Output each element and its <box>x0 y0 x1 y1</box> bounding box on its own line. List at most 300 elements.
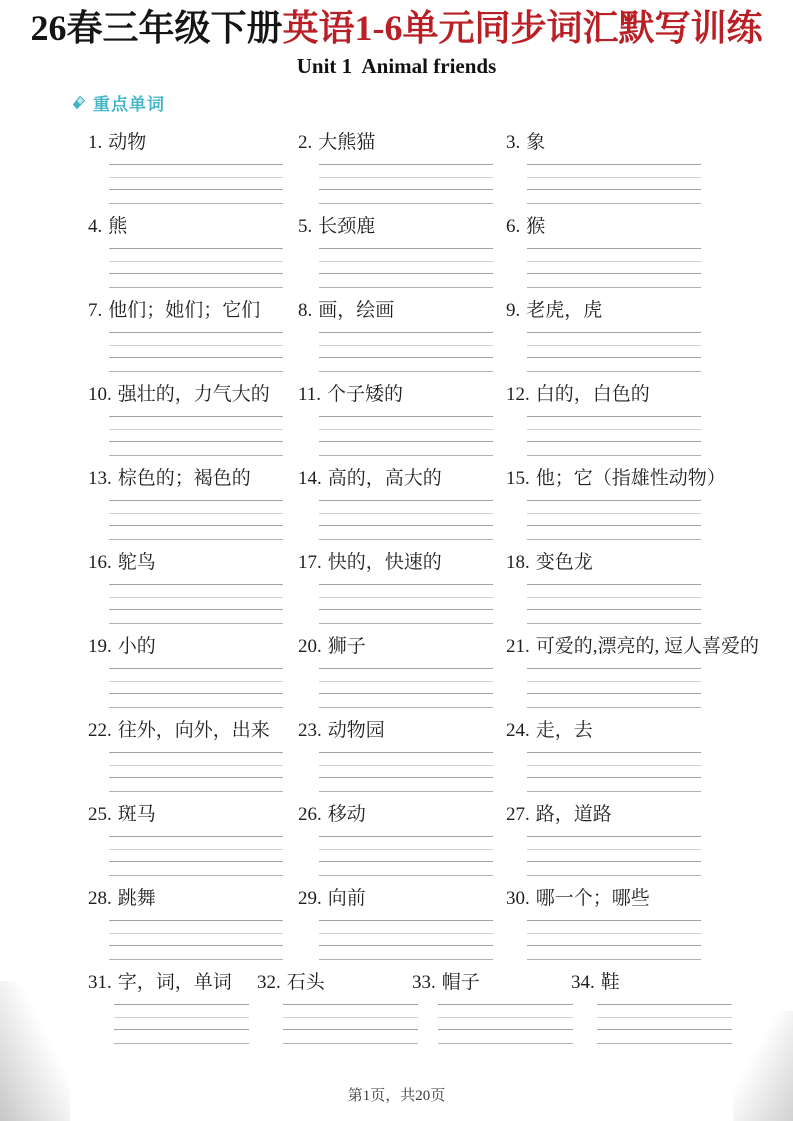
writing-line <box>527 945 701 946</box>
word-item <box>506 467 793 551</box>
word-label <box>506 383 793 406</box>
writing-line <box>319 273 493 274</box>
writing-line <box>527 959 701 960</box>
writing-lines <box>527 920 701 960</box>
writing-line <box>319 203 493 204</box>
word-chinese: 哪一个；哪些 <box>535 888 650 909</box>
word-number: 2. <box>298 132 313 153</box>
writing-lines <box>109 752 283 792</box>
word-chinese: 他们；她们；它们 <box>108 300 261 321</box>
word-number: 16. <box>88 552 112 573</box>
writing-lines <box>319 164 493 204</box>
writing-line <box>527 203 701 204</box>
word-number: 24. <box>506 720 530 741</box>
word-item <box>412 971 571 1044</box>
word-number: 23. <box>298 720 322 741</box>
writing-line <box>109 875 283 876</box>
word-chinese: 个子矮的 <box>327 384 404 405</box>
writing-line <box>527 681 701 682</box>
writing-line <box>527 597 701 598</box>
writing-line <box>109 332 283 333</box>
writing-line <box>527 693 701 694</box>
writing-line <box>527 273 701 274</box>
writing-lines <box>109 332 283 372</box>
word-item <box>506 635 793 719</box>
writing-line <box>597 1029 732 1030</box>
word-label <box>298 299 506 322</box>
writing-line <box>319 791 493 792</box>
writing-lines <box>597 1004 732 1044</box>
word-number: 22. <box>88 720 112 741</box>
writing-line <box>527 164 701 165</box>
writing-line <box>438 1029 573 1030</box>
writing-line <box>109 500 283 501</box>
writing-line <box>319 765 493 766</box>
word-label <box>412 971 571 994</box>
writing-line <box>319 707 493 708</box>
writing-lines <box>527 584 701 624</box>
word-item <box>506 383 793 467</box>
writing-line <box>319 609 493 610</box>
word-number: 29. <box>298 888 322 909</box>
word-chinese: 他；它（指雄性动物） <box>535 468 726 489</box>
writing-lines <box>319 668 493 708</box>
writing-lines <box>319 920 493 960</box>
writing-lines <box>109 584 283 624</box>
writing-line <box>114 1043 249 1044</box>
writing-lines <box>527 668 701 708</box>
writing-lines <box>319 332 493 372</box>
word-label <box>88 971 257 994</box>
writing-line <box>109 959 283 960</box>
writing-line <box>319 597 493 598</box>
word-chinese: 鞋 <box>600 972 620 993</box>
word-item <box>88 887 298 971</box>
writing-line <box>109 248 283 249</box>
writing-lines <box>527 752 701 792</box>
word-chinese: 字，词，单词 <box>117 972 232 993</box>
word-number: 28. <box>88 888 112 909</box>
writing-line <box>527 357 701 358</box>
writing-line <box>109 261 283 262</box>
word-chinese: 熊 <box>108 216 128 237</box>
writing-line <box>283 1017 418 1018</box>
word-number: 14. <box>298 468 322 489</box>
writing-line <box>109 668 283 669</box>
word-label <box>88 131 298 154</box>
writing-line <box>527 791 701 792</box>
word-number: 34. <box>571 972 595 993</box>
word-number: 6. <box>506 216 521 237</box>
word-number: 26. <box>298 804 322 825</box>
writing-line <box>319 164 493 165</box>
word-item <box>506 551 793 635</box>
writing-line <box>527 261 701 262</box>
word-label <box>88 635 298 658</box>
writing-line <box>597 1043 732 1044</box>
word-item <box>88 131 298 215</box>
writing-line <box>319 345 493 346</box>
word-item <box>298 887 506 971</box>
writing-line <box>109 441 283 442</box>
word-item <box>88 551 298 635</box>
word-chinese: 跳舞 <box>117 888 156 909</box>
word-chinese: 变色龙 <box>535 552 593 573</box>
writing-line <box>319 920 493 921</box>
writing-lines <box>109 668 283 708</box>
word-number: 27. <box>506 804 530 825</box>
word-item <box>298 551 506 635</box>
word-number: 9. <box>506 300 521 321</box>
writing-line <box>527 752 701 753</box>
word-row-last <box>88 971 793 1044</box>
writing-lines <box>527 836 701 876</box>
writing-line <box>109 765 283 766</box>
title-edition: 26春三年级下册 <box>30 8 283 48</box>
word-label <box>298 467 506 490</box>
writing-line <box>283 1004 418 1005</box>
writing-line <box>527 345 701 346</box>
word-chinese: 象 <box>526 132 546 153</box>
writing-line <box>319 752 493 753</box>
writing-line <box>109 287 283 288</box>
writing-line <box>109 849 283 850</box>
writing-line <box>527 539 701 540</box>
writing-line <box>109 416 283 417</box>
writing-lines <box>109 164 283 204</box>
word-chinese: 大熊猫 <box>318 132 376 153</box>
word-item <box>506 299 793 383</box>
word-chinese: 强壮的，力气大的 <box>117 384 270 405</box>
writing-line <box>109 371 283 372</box>
writing-line <box>527 875 701 876</box>
word-number: 21. <box>506 636 530 657</box>
writing-lines <box>527 500 701 540</box>
word-label <box>506 719 793 742</box>
writing-line <box>109 177 283 178</box>
writing-lines <box>319 584 493 624</box>
writing-line <box>319 177 493 178</box>
word-chinese: 老虎，虎 <box>526 300 603 321</box>
writing-line <box>319 189 493 190</box>
writing-line <box>109 777 283 778</box>
word-item <box>88 215 298 299</box>
word-chinese: 高的，高大的 <box>327 468 442 489</box>
writing-line <box>109 836 283 837</box>
word-label <box>88 467 298 490</box>
word-chinese: 往外，向外，出来 <box>117 720 270 741</box>
word-item <box>88 719 298 803</box>
writing-line <box>527 525 701 526</box>
writing-line <box>109 584 283 585</box>
word-number: 5. <box>298 216 313 237</box>
writing-line <box>114 1017 249 1018</box>
writing-line <box>319 875 493 876</box>
word-chinese: 向前 <box>327 888 366 909</box>
word-item <box>506 887 793 971</box>
word-label <box>298 215 506 238</box>
writing-line <box>527 332 701 333</box>
writing-line <box>109 513 283 514</box>
writing-line <box>319 861 493 862</box>
writing-line <box>109 189 283 190</box>
writing-line <box>527 177 701 178</box>
writing-line <box>319 681 493 682</box>
writing-line <box>597 1004 732 1005</box>
word-label <box>506 299 793 322</box>
writing-line <box>527 777 701 778</box>
writing-line <box>527 933 701 934</box>
writing-line <box>114 1029 249 1030</box>
writing-line <box>109 357 283 358</box>
writing-line <box>527 707 701 708</box>
writing-line <box>527 371 701 372</box>
writing-line <box>527 836 701 837</box>
word-item <box>506 719 793 803</box>
writing-line <box>109 791 283 792</box>
writing-line <box>597 1017 732 1018</box>
section-label: 重点单词 <box>93 95 165 114</box>
word-label <box>257 971 412 994</box>
word-label <box>88 215 298 238</box>
writing-lines <box>319 752 493 792</box>
writing-line <box>527 584 701 585</box>
word-item <box>298 719 506 803</box>
word-number: 4. <box>88 216 103 237</box>
word-label <box>506 131 793 154</box>
unit-subtitle: Unit 1 Animal friends <box>296 54 497 78</box>
word-chinese: 路，道路 <box>535 804 612 825</box>
word-item <box>298 383 506 467</box>
writing-line <box>319 836 493 837</box>
word-chinese: 长颈鹿 <box>318 216 376 237</box>
word-chinese: 走，去 <box>535 720 593 741</box>
writing-line <box>527 920 701 921</box>
word-number: 3. <box>506 132 521 153</box>
word-item <box>298 803 506 887</box>
writing-line <box>109 623 283 624</box>
writing-lines <box>109 416 283 456</box>
writing-line <box>319 693 493 694</box>
word-label <box>298 887 506 910</box>
word-label <box>298 719 506 742</box>
word-number: 19. <box>88 636 112 657</box>
writing-lines <box>109 920 283 960</box>
word-number: 8. <box>298 300 313 321</box>
section-header <box>70 90 165 115</box>
writing-line <box>109 164 283 165</box>
word-chinese: 帽子 <box>441 972 480 993</box>
word-chinese: 石头 <box>286 972 325 993</box>
word-item <box>88 971 257 1044</box>
word-item <box>88 299 298 383</box>
writing-line <box>527 765 701 766</box>
page-footer: 第1页，共20页 <box>347 1088 446 1104</box>
writing-line <box>109 920 283 921</box>
writing-lines <box>319 500 493 540</box>
writing-line <box>109 681 283 682</box>
writing-line <box>527 429 701 430</box>
word-label <box>88 551 298 574</box>
writing-lines <box>319 836 493 876</box>
writing-line <box>319 513 493 514</box>
word-label <box>298 383 506 406</box>
word-chinese: 白的，白色的 <box>535 384 650 405</box>
writing-line <box>319 248 493 249</box>
writing-line <box>527 668 701 669</box>
writing-lines <box>319 248 493 288</box>
word-item <box>298 467 506 551</box>
writing-line <box>319 668 493 669</box>
writing-line <box>109 273 283 274</box>
writing-line <box>109 707 283 708</box>
writing-lines <box>109 248 283 288</box>
writing-line <box>527 861 701 862</box>
writing-line <box>319 261 493 262</box>
word-item <box>257 971 412 1044</box>
word-item <box>88 383 298 467</box>
writing-line <box>319 584 493 585</box>
word-label <box>506 467 793 490</box>
writing-lines <box>114 1004 249 1044</box>
word-label <box>88 383 298 406</box>
word-number: 25. <box>88 804 112 825</box>
writing-line <box>319 429 493 430</box>
writing-lines <box>319 416 493 456</box>
word-label <box>88 719 298 742</box>
word-chinese: 小的 <box>117 636 156 657</box>
word-chinese: 画，绘画 <box>318 300 395 321</box>
word-item <box>298 215 506 299</box>
word-number: 10. <box>88 384 112 405</box>
word-item <box>88 803 298 887</box>
word-chinese: 棕色的；褐色的 <box>117 468 251 489</box>
word-label <box>506 215 793 238</box>
word-number: 32. <box>257 972 281 993</box>
writing-line <box>527 455 701 456</box>
writing-line <box>527 849 701 850</box>
word-chinese: 鸵鸟 <box>117 552 156 573</box>
writing-lines <box>438 1004 573 1044</box>
writing-line <box>527 513 701 514</box>
writing-line <box>109 429 283 430</box>
writing-line <box>109 345 283 346</box>
writing-line <box>283 1029 418 1030</box>
writing-line <box>319 959 493 960</box>
word-label <box>506 635 793 658</box>
writing-line <box>109 525 283 526</box>
word-number: 30. <box>506 888 530 909</box>
writing-line <box>319 777 493 778</box>
writing-line <box>527 287 701 288</box>
word-label <box>88 803 298 826</box>
word-number: 17. <box>298 552 322 573</box>
word-chinese: 斑马 <box>117 804 156 825</box>
writing-line <box>527 623 701 624</box>
writing-line <box>319 455 493 456</box>
writing-line <box>438 1004 573 1005</box>
writing-line <box>109 609 283 610</box>
writing-line <box>319 371 493 372</box>
writing-lines <box>109 836 283 876</box>
word-chinese: 移动 <box>327 804 366 825</box>
word-item <box>506 803 793 887</box>
writing-line <box>319 945 493 946</box>
word-number: 20. <box>298 636 322 657</box>
word-label <box>88 299 298 322</box>
word-label <box>571 971 731 994</box>
writing-lines <box>527 416 701 456</box>
word-label <box>298 131 506 154</box>
writing-line <box>527 441 701 442</box>
word-label <box>506 887 793 910</box>
writing-line <box>319 525 493 526</box>
writing-line <box>319 332 493 333</box>
writing-line <box>527 248 701 249</box>
word-number: 31. <box>88 972 112 993</box>
bookmark-diamond-icon <box>70 94 87 111</box>
writing-line <box>109 752 283 753</box>
word-number: 7. <box>88 300 103 321</box>
writing-line <box>319 357 493 358</box>
word-item <box>298 131 506 215</box>
word-number: 18. <box>506 552 530 573</box>
word-number: 11. <box>298 384 322 405</box>
writing-lines <box>109 500 283 540</box>
word-item <box>571 971 731 1044</box>
writing-line <box>109 861 283 862</box>
writing-lines <box>527 332 701 372</box>
writing-line <box>438 1017 573 1018</box>
writing-lines <box>283 1004 418 1044</box>
word-number: 13. <box>88 468 112 489</box>
writing-line <box>319 849 493 850</box>
word-item <box>88 467 298 551</box>
writing-line <box>283 1043 418 1044</box>
writing-line <box>319 500 493 501</box>
word-chinese: 快的，快速的 <box>327 552 442 573</box>
word-chinese: 动物 <box>108 132 147 153</box>
word-number: 12. <box>506 384 530 405</box>
word-item <box>506 131 793 215</box>
writing-line <box>438 1043 573 1044</box>
word-chinese: 狮子 <box>327 636 366 657</box>
word-label <box>506 803 793 826</box>
writing-line <box>527 189 701 190</box>
writing-line <box>109 455 283 456</box>
writing-line <box>114 1004 249 1005</box>
word-item <box>88 635 298 719</box>
writing-line <box>109 945 283 946</box>
word-item <box>506 215 793 299</box>
writing-line <box>319 539 493 540</box>
word-chinese: 可爱的,漂亮的, 逗人喜爱的 <box>535 636 760 657</box>
page-title <box>0 4 793 52</box>
word-item <box>298 299 506 383</box>
word-grid <box>88 131 793 971</box>
writing-line <box>319 623 493 624</box>
word-number: 1. <box>88 132 103 153</box>
word-label <box>298 551 506 574</box>
writing-line <box>319 416 493 417</box>
word-number: 15. <box>506 468 530 489</box>
writing-line <box>109 693 283 694</box>
word-chinese: 猴 <box>526 216 546 237</box>
word-label <box>88 887 298 910</box>
writing-line <box>109 933 283 934</box>
word-number: 33. <box>412 972 436 993</box>
writing-lines <box>527 164 701 204</box>
